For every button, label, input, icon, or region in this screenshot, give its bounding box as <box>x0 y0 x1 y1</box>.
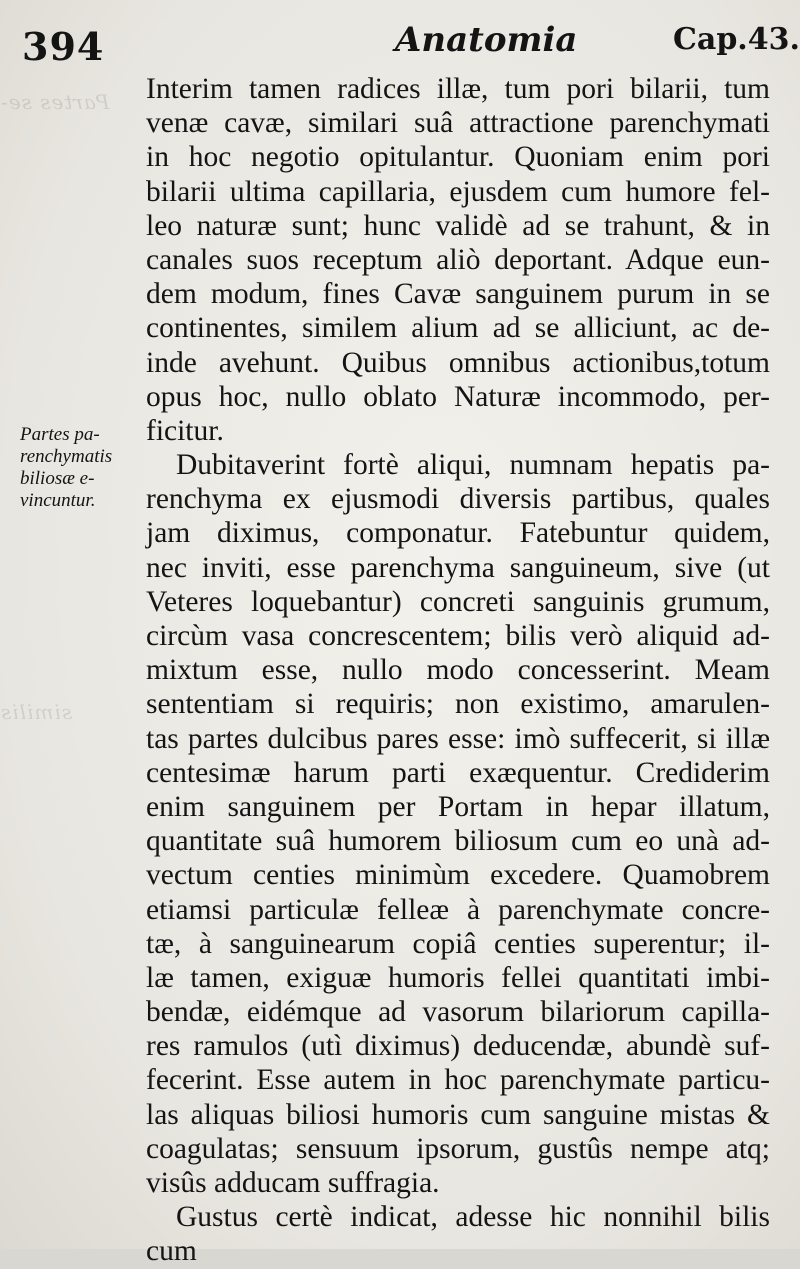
text-line: continentes, similem alium ad se alliciunt, ac de- <box>146 312 770 345</box>
text-line: enim sanguinem per Portam in hepar illatum, <box>146 790 770 823</box>
text-line: leo naturæ sunt; hunc validè ad se trahunt, & in <box>146 209 770 242</box>
text-line: sententiam si requiris; non existimo, amarulen- <box>146 688 770 721</box>
text-line: centesimæ harum parti exæquentur. Crediderim <box>146 756 770 789</box>
bleed-through-text: similis <box>0 700 73 724</box>
paragraph-first-line: Dubitaverint fortè aliqui, numnam hepatis pa- <box>176 449 770 482</box>
text-line: etiamsi particulæ felleæ à parenchymate concre- <box>146 893 770 926</box>
text-line: tæ, à sanguinearum copiâ centies superentur; il- <box>146 927 770 960</box>
text-line: nec inviti, esse parenchyma sanguineum, sive (ut <box>146 551 770 584</box>
paragraph-first-line: Gustus certè indicat, adesse hic nonnihil bilis <box>176 1201 770 1234</box>
text-line: renchyma ex ejusmodi diversis partibus, quales <box>146 483 770 516</box>
text-line: vectum centies minimùm excedere. Quamobrem <box>146 859 770 892</box>
text-line: mixtum esse, nullo modo concesserint. Meam <box>146 654 770 687</box>
margin-note-line: renchymatis <box>20 446 113 467</box>
text-line: ficitur. <box>146 414 224 447</box>
text-line: fecerint. Esse autem in hoc parenchymate particu- <box>146 1064 770 1097</box>
text-line: venæ cavæ, similari suâ attractione parenchymati <box>146 107 770 140</box>
page-header <box>0 14 800 74</box>
text-line: res ramulos (utì diximus) deducendæ, abundè suf- <box>146 1030 770 1063</box>
text-line: dem modum, fines Cavæ sanguinem purum in se <box>146 278 770 311</box>
text-line: in hoc negotio opitulantur. Quoniam enim pori <box>146 141 770 174</box>
page-number: 394 <box>22 24 105 69</box>
text-line: circùm vasa concrescentem; bilis verò aliquid ad- <box>146 620 770 652</box>
text-line: bilarii ultima capillaria, ejusdem cum humore fel- <box>146 175 770 208</box>
text-line: canales suos receptum aliò deportant. Adque eun- <box>146 243 770 276</box>
text-line: visûs adducam suffragia. <box>146 1167 440 1199</box>
text-line: opus hoc, nullo oblato Naturæ incommodo, per- <box>146 380 770 413</box>
paragraph-first-line: Interim tamen radices illæ, tum pori bilarii, tum <box>146 73 770 105</box>
body-text <box>146 72 770 1269</box>
margin-note-line: vincuntur. <box>20 490 96 511</box>
margin-note <box>20 424 160 512</box>
running-title: Anatomia <box>395 20 578 60</box>
text-line: inde avehunt. Quibus omnibus actionibus,totum <box>146 346 770 379</box>
chapter-label: Cap.43. <box>673 22 800 57</box>
text-line: coagulatas; sensuum ipsorum, gustûs nempe atq; <box>146 1132 770 1165</box>
text-line: cum <box>146 1235 197 1268</box>
margin-note-line: biliosæ e- <box>20 468 95 489</box>
margin-note-line: Partes pa- <box>20 424 100 445</box>
text-line: las aliquas biliosi humoris cum sanguine mistas & <box>146 1098 770 1131</box>
text-line: jam diximus, componatur. Fatebuntur quidem, <box>146 517 770 550</box>
text-line: tas partes dulcibus pares esse: imò suffecerit, si illæ <box>146 722 770 755</box>
text-line: Veteres loquebantur) concreti sanguinis grumum, <box>146 585 770 618</box>
text-line: bendæ, eidémque ad vasorum bilariorum capilla- <box>146 996 770 1029</box>
text-line: quantitate suâ humorem biliosum cum eo unà ad- <box>146 825 770 858</box>
bleed-through-text: Partes se- <box>0 90 110 114</box>
text-line: læ tamen, exiguæ humoris fellei quantitati imbi- <box>146 961 770 994</box>
